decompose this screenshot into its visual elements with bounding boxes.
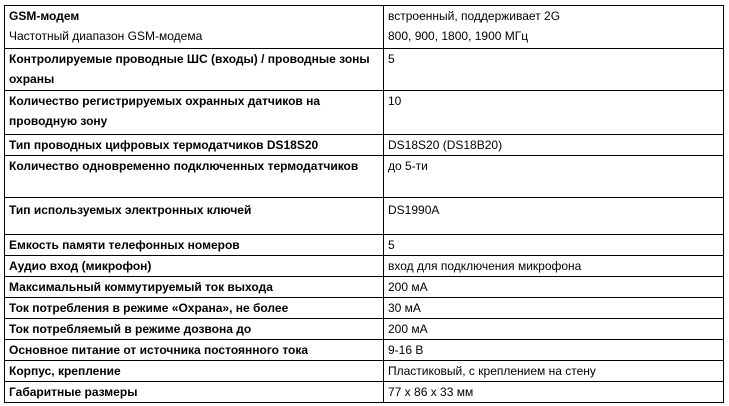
- spec-key: Частотный диапазон GSM-модема: [5, 26, 384, 48]
- spec-key: Контролируемые проводные ШС (входы) / проводные зоны охраны: [5, 48, 384, 90]
- table-row: [5, 234, 724, 255]
- spec-value: 800, 900, 1800, 1900 МГц: [384, 26, 724, 48]
- spec-value: 9-16 В: [384, 339, 724, 360]
- spec-key: Аудио вход (микрофон): [5, 255, 384, 276]
- spec-value: до 5-ти: [384, 155, 724, 197]
- spec-key: Емкость памяти телефонных номеров: [5, 234, 384, 255]
- table-row: [5, 318, 724, 339]
- table-row: [5, 48, 724, 90]
- spec-value: 200 мА: [384, 276, 724, 297]
- table-row: [5, 381, 724, 402]
- spec-value: встроенный, поддерживает 2G: [384, 6, 724, 27]
- table-row: [5, 360, 724, 381]
- spec-value: 200 мА: [384, 318, 724, 339]
- spec-key: Количество одновременно подключенных термодатчиков: [5, 155, 384, 197]
- table-row: [5, 255, 724, 276]
- table-row: [5, 6, 724, 27]
- specifications-table: [4, 5, 724, 403]
- table-row: [5, 276, 724, 297]
- table-row: [5, 90, 724, 134]
- table-row: [5, 155, 724, 197]
- spec-value: 5: [384, 234, 724, 255]
- table-row: [5, 297, 724, 318]
- spec-value: 30 мА: [384, 297, 724, 318]
- spec-key: Основное питание от источника постоянного тока: [5, 339, 384, 360]
- spec-value: DS1990A: [384, 197, 724, 234]
- spec-value: DS18S20 (DS18B20): [384, 134, 724, 155]
- table-row: [5, 134, 724, 155]
- spec-value: 10: [384, 90, 724, 134]
- table-row: [5, 197, 724, 234]
- spec-key: GSM-модем: [5, 6, 384, 27]
- spec-key: Ток потребляемый в режиме дозвона до: [5, 318, 384, 339]
- table-row: [5, 26, 724, 48]
- table-row: [5, 339, 724, 360]
- spec-value: 77 х 86 х 33 мм: [384, 381, 724, 402]
- spec-value: вход для подключения микрофона: [384, 255, 724, 276]
- spec-key: Тип проводных цифровых термодатчиков DS18S20: [5, 134, 384, 155]
- spec-key: Корпус, крепление: [5, 360, 384, 381]
- spec-key: Габаритные размеры: [5, 381, 384, 402]
- spec-key: Тип используемых электронных ключей: [5, 197, 384, 234]
- spec-value: 5: [384, 48, 724, 90]
- spec-key: Ток потребления в режиме «Охрана», не более: [5, 297, 384, 318]
- spec-key: Максимальный коммутируемый ток выхода: [5, 276, 384, 297]
- spec-key: Количество регистрируемых охранных датчиков на проводную зону: [5, 90, 384, 134]
- spec-value: Пластиковый, с креплением на стену: [384, 360, 724, 381]
